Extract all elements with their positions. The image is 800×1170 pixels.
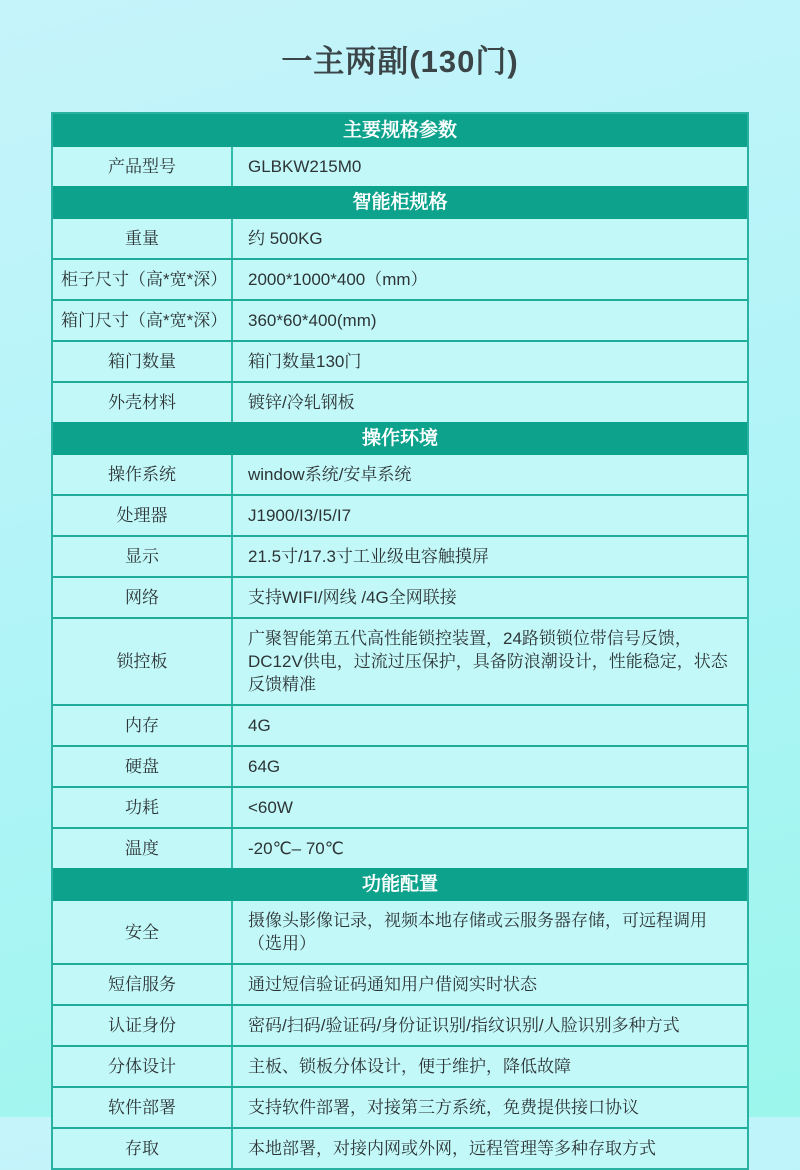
spec-value: 镀锌/冷轧钢板 bbox=[248, 393, 355, 412]
spec-value: 主板、锁板分体设计，便于维护，降低故障 bbox=[248, 1057, 571, 1076]
spec-row bbox=[53, 576, 747, 617]
spec-value: J1900/I3/I5/I7 bbox=[248, 506, 352, 525]
spec-value: GLBKW215M0 bbox=[248, 157, 362, 176]
spec-value: 支持软件部署，对接第三方系统，免费提供接口协议 bbox=[248, 1098, 639, 1117]
spec-value: 本地部署，对接内网或外网，远程管理等多种存取方式 bbox=[248, 1139, 656, 1158]
spec-row bbox=[53, 535, 747, 576]
title-bar bbox=[0, 0, 800, 81]
spec-value: <60W bbox=[248, 798, 293, 817]
spec-row bbox=[53, 299, 747, 340]
spec-label: 显示 bbox=[53, 537, 233, 576]
spec-label: 产品型号 bbox=[53, 147, 233, 186]
spec-row bbox=[53, 745, 747, 786]
spec-label: 硬盘 bbox=[53, 747, 233, 786]
spec-row bbox=[53, 340, 747, 381]
spec-label: 存取 bbox=[53, 1129, 233, 1168]
spec-table bbox=[51, 112, 749, 1170]
spec-label: 重量 bbox=[53, 219, 233, 258]
spec-value: 支持WIFI/网线 /4G全网联接 bbox=[248, 588, 457, 607]
spec-row bbox=[53, 381, 747, 422]
spec-value: 21.5寸/17.3寸工业级电容触摸屏 bbox=[248, 547, 489, 566]
spec-row bbox=[53, 704, 747, 745]
spec-label: 处理器 bbox=[53, 496, 233, 535]
spec-row bbox=[53, 617, 747, 704]
spec-row bbox=[53, 1127, 747, 1168]
spec-row bbox=[53, 494, 747, 535]
spec-row bbox=[53, 147, 747, 186]
spec-label: 认证身份 bbox=[53, 1006, 233, 1045]
spec-value: 摄像头影像记录，视频本地存储或云服务器存储，可远程调用（选用） bbox=[248, 911, 707, 953]
spec-value: 箱门数量130门 bbox=[248, 352, 362, 371]
section-header: 操作环境 bbox=[53, 422, 747, 455]
spec-label: 外壳材料 bbox=[53, 383, 233, 422]
section-rows bbox=[53, 219, 747, 422]
spec-section bbox=[53, 186, 747, 422]
spec-row bbox=[53, 963, 747, 1004]
spec-row bbox=[53, 827, 747, 868]
spec-label: 软件部署 bbox=[53, 1088, 233, 1127]
spec-label: 内存 bbox=[53, 706, 233, 745]
spec-label: 温度 bbox=[53, 829, 233, 868]
spec-section bbox=[53, 114, 747, 186]
section-header: 功能配置 bbox=[53, 868, 747, 901]
spec-row bbox=[53, 219, 747, 258]
spec-label: 箱门数量 bbox=[53, 342, 233, 381]
spec-label: 锁控板 bbox=[53, 619, 233, 704]
spec-label: 短信服务 bbox=[53, 965, 233, 1004]
spec-value: 64G bbox=[248, 757, 281, 776]
spec-label: 柜子尺寸（高*宽*深） bbox=[53, 260, 233, 299]
section-header: 智能柜规格 bbox=[53, 186, 747, 219]
section-rows bbox=[53, 147, 747, 186]
spec-value: 通过短信验证码通知用户借阅实时状态 bbox=[248, 975, 537, 994]
section-header: 主要规格参数 bbox=[53, 114, 747, 147]
spec-row bbox=[53, 455, 747, 494]
spec-value: 4G bbox=[248, 716, 271, 735]
spec-value: 密码/扫码/验证码/身份证识别/指纹识别/人脸识别多种方式 bbox=[248, 1016, 680, 1035]
spec-label: 操作系统 bbox=[53, 455, 233, 494]
spec-row bbox=[53, 1086, 747, 1127]
spec-value: 广聚智能第五代高性能锁控装置，24路锁锁位带信号反馈，DC12V供电，过流过压保护，具备防浪潮设计，性能稳定，状态反馈精准 bbox=[248, 629, 728, 694]
spec-label: 安全 bbox=[53, 901, 233, 963]
spec-value: 2000*1000*400（mm） bbox=[248, 270, 428, 289]
section-rows bbox=[53, 901, 747, 1168]
spec-label: 分体设计 bbox=[53, 1047, 233, 1086]
spec-value: window系统/安卓系统 bbox=[248, 465, 412, 484]
spec-value: 360*60*400(mm) bbox=[248, 311, 377, 330]
spec-value: 约 500KG bbox=[248, 229, 323, 248]
spec-row bbox=[53, 258, 747, 299]
spec-row bbox=[53, 1004, 747, 1045]
spec-section bbox=[53, 868, 747, 1168]
spec-label: 功耗 bbox=[53, 788, 233, 827]
spec-label: 网络 bbox=[53, 578, 233, 617]
section-rows bbox=[53, 455, 747, 868]
spec-section bbox=[53, 422, 747, 868]
spec-label: 箱门尺寸（高*宽*深） bbox=[53, 301, 233, 340]
spec-row bbox=[53, 901, 747, 963]
spec-row bbox=[53, 786, 747, 827]
page-title: 一主两副(130门) bbox=[281, 44, 519, 79]
spec-row bbox=[53, 1045, 747, 1086]
spec-value: -20℃– 70℃ bbox=[248, 839, 344, 858]
